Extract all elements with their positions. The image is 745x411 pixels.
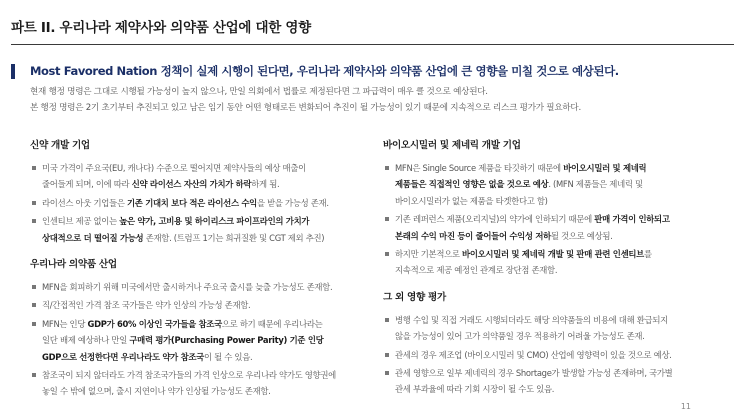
right-column xyxy=(383,137,723,400)
bullet-line xyxy=(42,332,360,348)
section-title: 우리나라 의약품 산업 xyxy=(30,259,117,271)
bullet-line xyxy=(395,262,723,278)
body-text: 병행 수입 및 직접 거래도 시행되더라도 해당 의약품들의 비용에 대해 환급되지 xyxy=(395,314,668,325)
body-text: 라이선스 아웃 기업들은 xyxy=(42,197,127,208)
bullet-list xyxy=(383,160,723,279)
body-text: 직/간접적인 가격 참조 국가들은 약가 인상의 가능성 존재함. xyxy=(42,300,251,311)
section xyxy=(383,289,723,398)
bullet-item xyxy=(30,279,360,295)
body-text: 줄어들게 되며, 이에 따라 xyxy=(42,179,132,190)
bullet-item xyxy=(383,246,723,279)
bullet-item xyxy=(30,213,360,246)
section xyxy=(30,256,360,400)
body-text: 존재함. (트럼프 1기는 희귀질환 및 CGT 제외 추진) xyxy=(143,232,325,243)
bullet-line xyxy=(42,176,360,192)
emphasis-text: 구매력 평가(Purchasing Power Parity) 기준 인당 xyxy=(129,335,324,346)
bullet-item xyxy=(383,160,723,209)
section xyxy=(30,137,360,246)
page-number: 11 xyxy=(680,402,691,411)
bullet-line xyxy=(395,328,723,344)
bullet-list xyxy=(383,312,723,398)
body-text: 을 받을 가능성 존재. xyxy=(256,197,329,208)
bullet-line xyxy=(42,316,360,332)
section-title: 그 외 영향 평가 xyxy=(383,291,446,303)
left-column xyxy=(30,137,360,402)
intro-text xyxy=(30,84,730,116)
emphasis-text: 높은 약가, 고비용 및 하이리스크 파이프라인의 가치가 xyxy=(119,216,310,227)
body-text: 으로 하기 때문에 우리나라는 xyxy=(221,318,323,329)
body-text: 하지만 기본적으로 xyxy=(395,249,463,260)
body-text: 미국 가격이 주요국(EU, 캐나다) 수준으로 떨어지면 제약사들의 예상 매출이 xyxy=(42,163,306,173)
body-text: 인센티브 제공 없이는 xyxy=(42,216,120,227)
body-text: 를 xyxy=(643,249,652,260)
bullet-line xyxy=(42,195,360,211)
bullet-line xyxy=(42,160,360,176)
bullet-line xyxy=(395,365,723,381)
body-text: MFN는 인당 xyxy=(42,318,88,329)
body-text: 놓일 수 밖에 없으며, 출시 지연이나 약가 인상될 가능성도 존재함. xyxy=(42,386,271,397)
bullet-item xyxy=(30,195,360,211)
bullet-line xyxy=(42,383,360,399)
emphasis-text: 제품들은 직접적인 영향은 없을 것으로 예상 xyxy=(395,179,549,190)
headline: Most Favored Nation 정책이 실제 시행이 된다면, 우리나라 제약사와 의약품 산업에 큰 영향을 미칠 것으로 예상된다. xyxy=(30,64,619,78)
emphasis-text: 바이오시밀러 및 제네릭 개발 및 판매 관련 인센티브 xyxy=(462,249,644,260)
body-text: . (MFN 제품들은 제네릭 및 xyxy=(548,179,643,190)
body-text: 참조국이 되지 않더라도 가격 참조국가들의 가격 인상으로 우리나라 약가도 영향권에 xyxy=(42,370,336,381)
section-title: 바이오시밀러 및 제네릭 개발 기업 xyxy=(383,140,521,151)
bullet-item xyxy=(30,297,360,313)
emphasis-text: 바이오시밀러 및 제네릭 xyxy=(563,163,647,173)
bullet-line xyxy=(395,228,723,244)
bullet-item xyxy=(383,347,723,363)
page-title: 파트 II. 우리나라 제약사와 의약품 산업에 대한 영향 xyxy=(11,20,311,36)
body-text: 관세 영향으로 일부 제네릭의 경우 Shortage가 발생할 가능성 존재하며, 국가별 xyxy=(395,368,673,379)
bullet-line xyxy=(395,381,723,397)
body-text: 일단 배제 예상하나 만일 xyxy=(42,335,130,346)
emphasis-text: GDP가 60% 이상인 국가들을 참조국 xyxy=(87,318,222,329)
bullet-list xyxy=(30,279,360,400)
emphasis-text: GDP으로 선정한다면 우리나라도 약가 참조국 xyxy=(42,351,204,362)
emphasis-text: 판매 가격이 인하되고 xyxy=(594,214,670,225)
body-text: 지속적으로 제공 예정인 관계로 장단점 존재함. xyxy=(395,265,558,276)
title-divider xyxy=(11,44,734,45)
emphasis-text: 신약 라이선스 자산의 가치가 하락 xyxy=(131,179,252,190)
bullet-line xyxy=(395,160,723,176)
bullet-line xyxy=(42,213,360,229)
bullet-line xyxy=(395,312,723,328)
bullet-line xyxy=(395,193,723,209)
section-title: 신약 개발 기업 xyxy=(30,140,90,151)
body-text: 관세 부과율에 따라 기회 시장이 될 수도 있음. xyxy=(395,384,555,395)
bullet-line xyxy=(42,230,360,246)
headline-accent-bar xyxy=(11,64,15,79)
body-text: 될 것으로 예상됨. xyxy=(550,230,613,241)
body-text: 하게 됨. xyxy=(251,179,280,190)
body-text: 관세의 경우 제조업 (바이오시밀러 및 CMO) 산업에 영향력이 있을 것으로 예상. xyxy=(395,349,672,360)
emphasis-text: 상대적으로 더 떨어질 가능성 xyxy=(42,232,144,243)
bullet-line xyxy=(42,367,360,383)
body-text: MFN을 회피하기 위해 미국에서만 출시하거나 주요국 출시를 늦출 가능성도 존재함. xyxy=(42,282,333,293)
intro-line: 현재 행정 명령은 그대로 시행될 가능성이 높지 않으나, 만일 의회에서 법률로 제정된다면 그 파급력이 매우 클 것으로 예상된다. xyxy=(30,87,488,97)
intro-line: 본 행정 명령은 2기 초기부터 추진되고 있고 남은 임기 동안 어떤 형태로든 변화되어 추진이 될 가능성이 있기 때문에 지속적으로 리스크 평가가 필요하다. xyxy=(30,103,581,113)
body-text: 기존 레퍼런스 제품(오리지널)의 약가에 인하되기 때문에 xyxy=(395,214,595,225)
bullet-line xyxy=(42,349,360,365)
body-text: 않을 가능성이 있어 고가 의약품일 경우 적용하기 어려울 가능성도 존재. xyxy=(395,331,645,342)
bullet-list xyxy=(30,160,360,246)
bullet-line xyxy=(395,176,723,192)
bullet-line xyxy=(42,279,360,295)
bullet-item xyxy=(30,367,360,400)
body-text: 이 될 수 있음. xyxy=(203,351,253,362)
bullet-line xyxy=(395,246,723,262)
emphasis-text: 본래의 수익 마진 등이 줄어들어 수익성 저하 xyxy=(395,230,551,241)
bullet-line xyxy=(395,347,723,363)
body-text: MFN은 Single Source 제품을 타깃하기 때문에 xyxy=(395,163,564,173)
bullet-item xyxy=(383,211,723,244)
bullet-line xyxy=(42,297,360,313)
bullet-item xyxy=(383,312,723,345)
bullet-item xyxy=(30,160,360,193)
section xyxy=(383,137,723,279)
bullet-line xyxy=(395,211,723,227)
bullet-item xyxy=(30,316,360,365)
bullet-item xyxy=(383,365,723,398)
emphasis-text: 기존 기대치 보다 적은 라이선스 수익 xyxy=(127,197,257,208)
body-text: 바이오시밀러가 없는 제품을 타겟한다고 함) xyxy=(395,195,548,206)
